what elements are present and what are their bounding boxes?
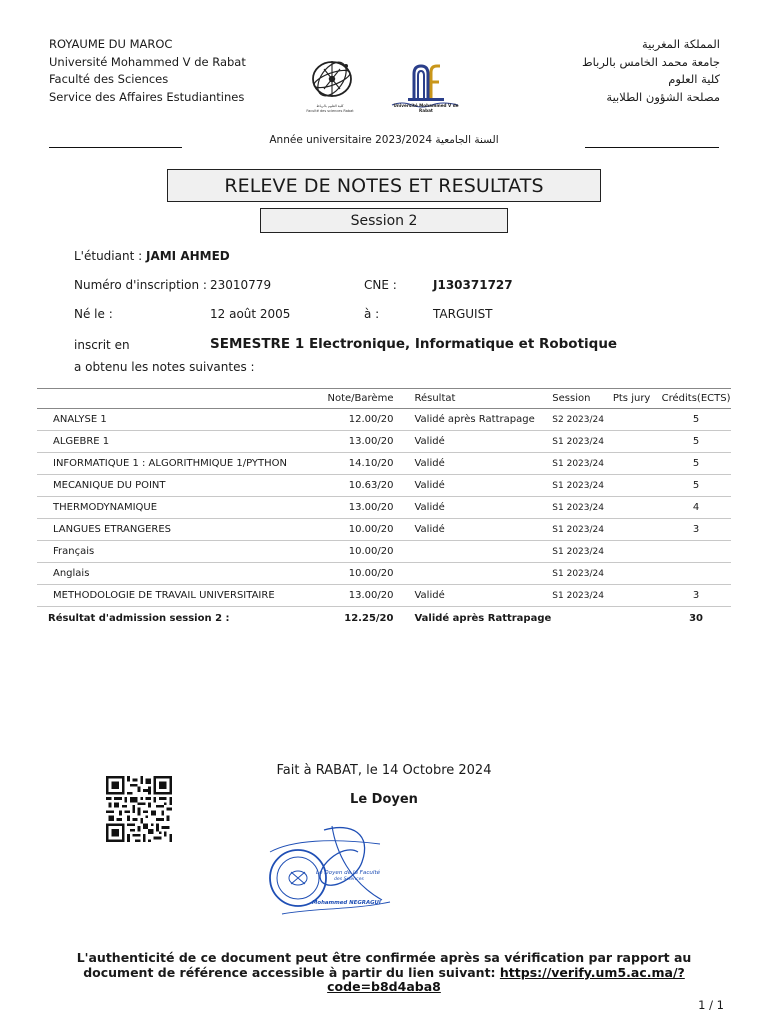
pts-cell [613,519,661,541]
subject-cell: ALGEBRE 1 [37,431,327,453]
col-result: Résultat [393,389,552,409]
pts-cell [613,431,661,453]
authenticity-notice [60,951,708,995]
session-cell: S1 2023/24 [552,453,613,475]
student-label: L'étudiant : [74,249,143,263]
credits-cell: 5 [661,409,731,431]
credits-cell [661,563,731,585]
grades-table-summary [37,607,731,630]
pts-cell [613,453,661,475]
registration-number: 23010779 [210,278,272,292]
cne-value: J130371727 [433,278,513,292]
birth-place-label: à : [364,307,380,321]
student-name: JAMI AHMED [145,249,230,263]
header-line-faculty-ar: كلية العلوم [668,72,720,87]
subject-cell: MECANIQUE DU POINT [37,475,327,497]
note-cell: 13.00/20 [327,585,393,607]
pts-cell [613,541,661,563]
cne-label: CNE : [364,278,397,292]
birth-label: Né le : [74,307,113,321]
admission-summary-row [37,607,731,630]
header-line-kingdom: ROYAUME DU MAROC [49,37,173,51]
header-line-service: Service des Affaires Estudiantines [49,90,245,105]
stamp-text-faculty: des Sciences [334,877,364,882]
credits-cell: 3 [661,519,731,541]
note-cell: 10.00/20 [327,519,393,541]
academic-year: Année universitaire 2023/2024 السنة الجامعية [269,134,499,146]
table-row [37,585,731,607]
col-pts-jury: Pts jury [613,389,661,409]
note-cell: 13.00/20 [327,497,393,519]
stamp-text-name: Mohammed NEGRAGUI [312,900,381,906]
subject-cell: THERMODYNAMIQUE [37,497,327,519]
session-cell: S1 2023/24 [552,497,613,519]
stamp-text-title: Le Doyen de la Faculté [316,870,381,876]
credits-cell: 4 [661,497,731,519]
admission-session [552,607,613,630]
official-stamp-signature [262,822,402,926]
header-left [49,36,246,107]
faculty-logo-caption [290,104,370,113]
result-cell: Validé [393,431,552,453]
admission-note: 12.25/20 [344,612,394,624]
result-cell: Validé [393,497,552,519]
pts-cell [613,409,661,431]
header-line-kingdom-ar: المملكة المغربية [641,37,720,51]
table-row [37,453,731,475]
result-cell: Validé [393,519,552,541]
birth-place: TARGUIST [433,307,493,321]
result-cell: Validé [393,585,552,607]
enrolled-label: inscrit en [74,338,130,352]
pts-cell [613,497,661,519]
session-cell: S2 2023/24 [552,409,613,431]
session-cell: S1 2023/24 [552,585,613,607]
credits-cell [661,541,731,563]
credits-cell: 3 [661,585,731,607]
credits-cell: 5 [661,453,731,475]
university-logo-caption: Université Mohammed V de Rabat [393,103,459,113]
col-subject [37,389,327,409]
credits-cell: 5 [661,431,731,453]
col-note: Note/Barème [327,389,393,409]
verification-qr-code[interactable] [104,776,174,842]
session-cell: S1 2023/24 [552,475,613,497]
session-cell: S1 2023/24 [552,519,613,541]
note-cell: 10.00/20 [327,541,393,563]
session-label: Session 2 [260,208,508,233]
year-rule-right [585,147,719,148]
header-row [37,389,731,409]
place-date: Fait à RABAT, le 14 Octobre 2024 [276,763,492,778]
admission-pts [613,607,661,630]
registration-label: Numéro d'inscription : [74,278,207,292]
note-cell: 10.00/20 [327,563,393,585]
subject-cell: METHODOLOGIE DE TRAVAIL UNIVERSITAIRE [37,585,327,607]
authenticity-text: L'authenticité de ce document peut être confirmée après sa vérification par rapport au document de référence accessible à partir du lien suivant: [76,950,692,980]
session-cell: S1 2023/24 [552,563,613,585]
session-cell: S1 2023/24 [552,431,613,453]
grades-table-body [37,409,731,607]
result-cell: Validé [393,453,552,475]
credits-cell: 5 [661,475,731,497]
admission-result: Validé après Rattrapage [414,612,552,624]
header-line-service-ar: مصلحة الشؤون الطلابية [606,90,720,105]
pts-cell [613,563,661,585]
faculty-logo-caption-ar: كلية العلوم بالرباط [316,104,344,108]
table-row [37,475,731,497]
note-cell: 10.63/20 [327,475,393,497]
note-cell: 14.10/20 [327,453,393,475]
subject-cell: LANGUES ETRANGERES [37,519,327,541]
faculty-logo-caption-fr: Faculté des sciences Rabat [306,108,354,113]
table-row [37,431,731,453]
col-credits: Crédits(ECTS) [661,389,731,409]
note-cell: 13.00/20 [327,431,393,453]
signatory-title: Le Doyen [350,792,418,807]
table-row [37,409,731,431]
page-number: 1 / 1 [698,998,724,1012]
birth-date: 12 août 2005 [210,307,291,321]
student-name-row [74,249,230,263]
table-row [37,497,731,519]
subject-cell: INFORMATIQUE 1 : ALGORITHMIQUE 1/PYTHON [37,453,327,475]
subject-cell: Anglais [37,563,327,585]
admission-credits: 30 [689,612,704,624]
document-title: RELEVE DE NOTES ET RESULTATS [167,169,601,202]
year-rule-left [49,147,182,148]
result-cell [393,541,552,563]
pts-cell [613,585,661,607]
header-line-university: Université Mohammed V de Rabat [49,54,246,69]
table-row [37,519,731,541]
pts-cell [613,475,661,497]
header-right [582,36,720,107]
result-cell: Validé après Rattrapage [393,409,552,431]
session-cell: S1 2023/24 [552,541,613,563]
admission-label: Résultat d'admission session 2 : [48,612,230,624]
subject-cell: ANALYSE 1 [37,409,327,431]
header-line-faculty: Faculté des Sciences [49,72,169,87]
table-row [37,541,731,563]
verification-link[interactable]: https://verify.um5.ac.ma/?code=b8d4aba8 [327,964,685,995]
table-row [37,563,731,585]
result-cell: Validé [393,475,552,497]
grades-table-header [37,389,731,409]
result-cell [393,563,552,585]
obtained-grades-label: a obtenu les notes suivantes : [74,360,255,374]
grades-table [37,388,731,629]
col-session: Session [552,389,613,409]
subject-cell: Français [37,541,327,563]
note-cell: 12.00/20 [327,409,393,431]
semester-program: SEMESTRE 1 Electronique, Informatique et Robotique [210,336,618,352]
header-line-university-ar: جامعة محمد الخامس بالرباط [581,54,720,69]
